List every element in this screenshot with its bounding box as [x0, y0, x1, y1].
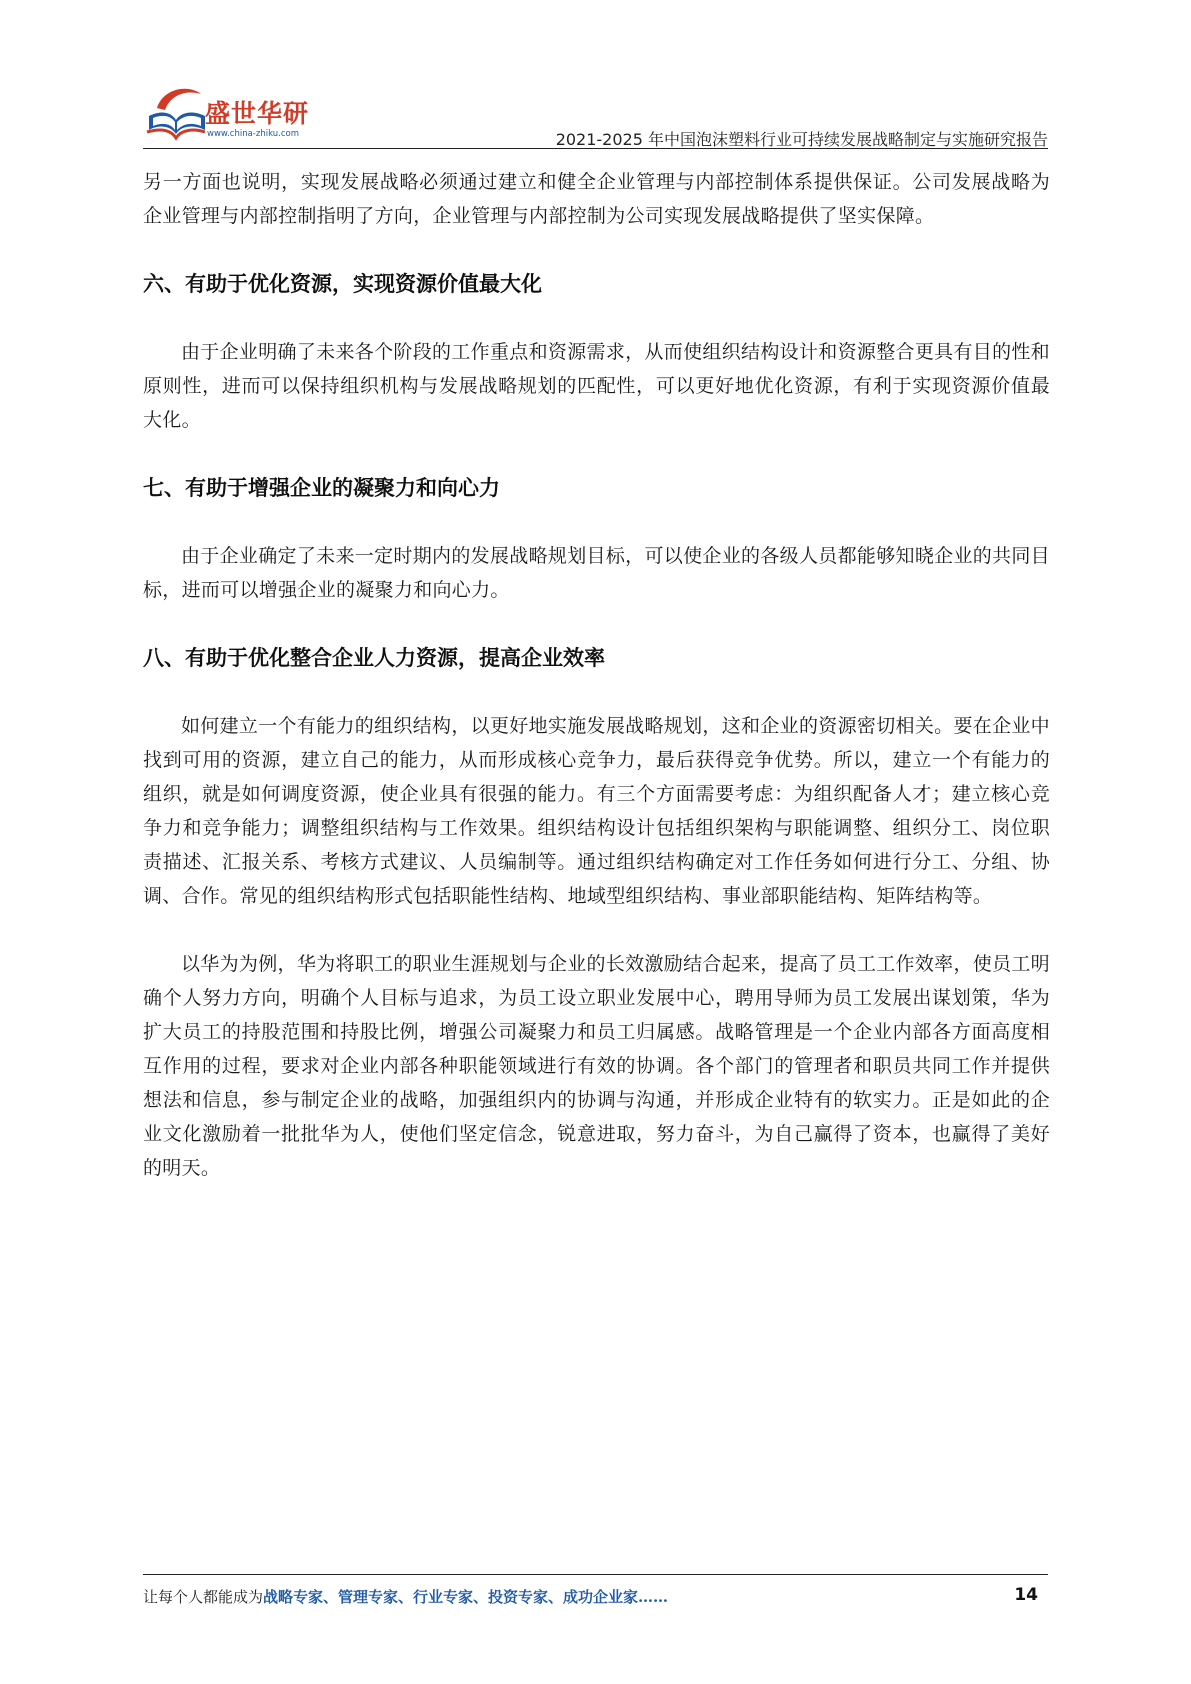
section-7-paragraph: 由于企业确定了未来一定时期内的发展战略规划目标，可以使企业的各级人员都能够知晓企业的共同目标，进而可以增强企业的凝聚力和向心力。 [143, 545, 1050, 601]
page-header [143, 78, 1048, 148]
section-7-heading: 七、有助于增强企业的凝聚力和向心力 [143, 476, 500, 500]
section-8-heading: 八、有助于优化整合企业人力资源，提高企业效率 [143, 646, 605, 670]
footer-slogan-prefix: 让每个人都能成为 [143, 1588, 264, 1606]
brand-name: 盛世华研 [205, 99, 310, 128]
page-body [143, 165, 1050, 1185]
section-6-heading: 六、有助于优化资源，实现资源价值最大化 [143, 272, 542, 296]
open-book-logo-icon [143, 82, 209, 142]
section-6-paragraph: 由于企业明确了未来各个阶段的工作重点和资源需求，从而使组织结构设计和资源整合更具有目的性和原则性，进而可以保持组织机构与发展战略规划的匹配性，可以更好地优化资源，有利于实现资源价值最大化。 [143, 341, 1050, 431]
report-title: 2021-2025 年中国泡沫塑料行业可持续发展战略制定与实施研究报告 [555, 130, 1048, 149]
footer-divider [143, 1574, 1048, 1575]
intro-paragraph: 另一方面也说明，实现发展战略必须通过建立和健全企业管理与内部控制体系提供保证。公司发展战略为企业管理与内部控制指明了方向，企业管理与内部控制为公司实现发展战略提供了坚实保障。 [143, 171, 1050, 227]
brand-url: www.china-zhiku.com [207, 129, 299, 139]
footer-slogan-highlight: 战略专家、管理专家、行业专家、投资专家、成功企业家…… [263, 1588, 669, 1606]
brand-logo [143, 78, 333, 142]
page-number: 14 [1014, 1585, 1038, 1605]
page-footer [143, 1586, 1048, 1612]
section-8-paragraph-1: 如何建立一个有能力的组织结构，以更好地实施发展战略规划，这和企业的资源密切相关。要在企业中找到可用的资源，建立自己的能力，从而形成核心竞争力，最后获得竞争优势。所以，建立一个有能力的组织，就是如何调度资源，使企业具有很强的能力。有三个方面需要考虑：为组织配备人才；建立核心竞争力和竞争能力；调整组织结构与工作效果。组织结构设计包括组织架构与职能调整、组织分工、岗位职责描述、汇报关系、考核方式建议、人员编制等。通过组织结构确定对工作任务如何进行分工、分组、协调、合作。常见的组织结构形式包括职能性结构、地域型组织结构、事业部职能结构、矩阵结构等。 [143, 715, 1050, 907]
section-8-paragraph-2: 以华为为例，华为将职工的职业生涯规划与企业的长效激励结合起来，提高了员工工作效率，使员工明确个人努力方向，明确个人目标与追求，为员工设立职业发展中心，聘用导师为员工发展出谋划策，华为扩大员工的持股范围和持股比例，增强公司凝聚力和员工归属感。战略管理是一个企业内部各方面高度相互作用的过程，要求对企业内部各种职能领域进行有效的协调。各个部门的管理者和职员共同工作并提供想法和信息，参与制定企业的战略，加强组织内的协调与沟通，并形成企业特有的软实力。正是如此的企业文化激励着一批批华为人，使他们坚定信念，锐意进取，努力奋斗，为自己赢得了资本，也赢得了美好的明天。 [143, 953, 1050, 1179]
header-divider [143, 148, 1048, 149]
